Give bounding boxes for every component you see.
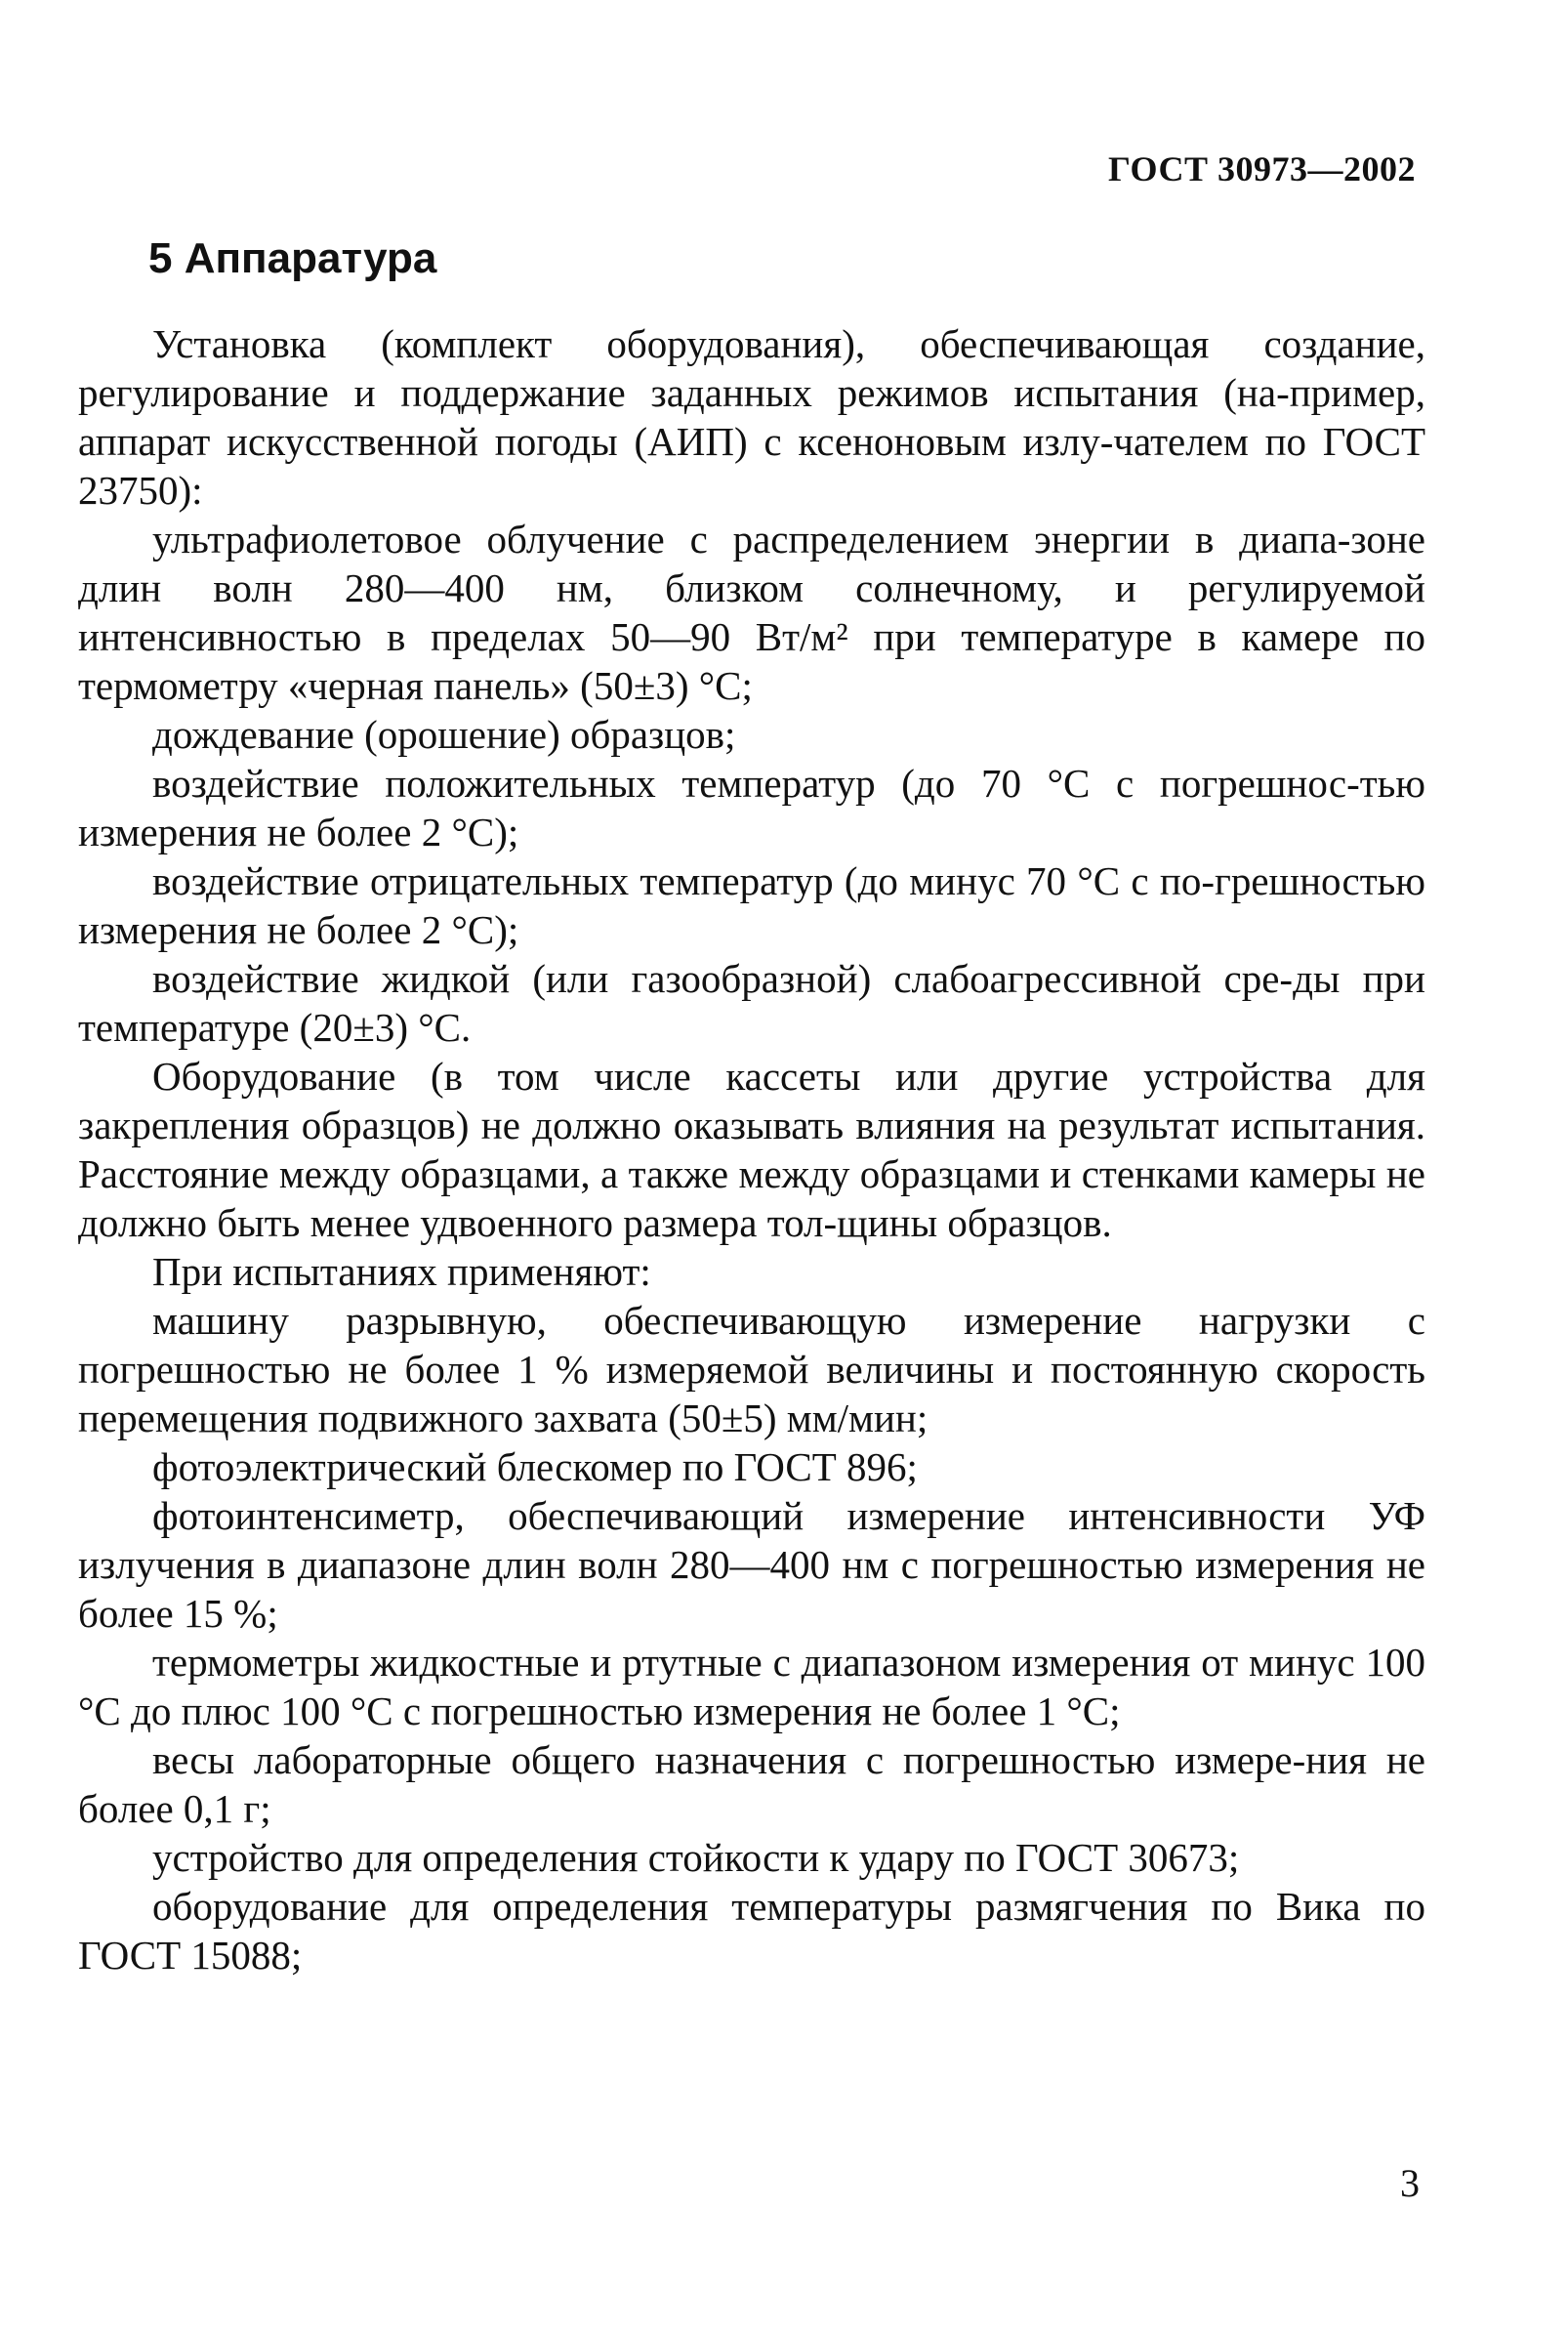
paragraph: машину разрывную, обеспечивающую измерение нагрузки с погрешностью не более 1 % измеряемой величины и постоянную скорость перемещения подвижного захвата (50±5) мм/мин; <box>78 1298 1425 1440</box>
paragraph: воздействие положительных температур (до 70 °С с погрешнос-тью измерения не более 2 °С); <box>78 761 1425 854</box>
paragraph: термометры жидкостные и ртутные с диапазоном измерения от минус 100 °С до плюс 100 °С с погрешностью измерения не более 1 °С; <box>78 1640 1425 1733</box>
section-heading: 5 Аппаратура <box>148 234 437 282</box>
paragraph: При испытаниях применяют: <box>152 1249 651 1294</box>
paragraph: воздействие жидкой (или газообразной) слабоагрессивной сре-ды при температуре (20±3) °С. <box>78 956 1425 1050</box>
section-body <box>78 319 1425 1979</box>
page-number: 3 <box>1400 2161 1420 2205</box>
paragraph: Оборудование (в том числе кассеты или другие устройства для закрепления образцов) не должно оказывать влияния на результат испытания. Расстояние между образцами, а также между образцами и стенками камеры не должно быть менее удвоенного размера тол-щины образцов. <box>78 1054 1425 1245</box>
paragraph: фотоэлектрический блескомер по ГОСТ 896; <box>152 1444 918 1489</box>
paragraph: фотоинтенсиметр, обеспечивающий измерение интенсивности УФ излучения в диапазоне длин волн 280—400 нм с погрешностью измерения не более 15 %; <box>78 1493 1425 1636</box>
document-code: ГОСТ 30973—2002 <box>1108 149 1416 188</box>
paragraph: воздействие отрицательных температур (до минус 70 °С с по-грешностью измерения не более 2 °С); <box>78 858 1425 952</box>
paragraph: дождевание (орошение) образцов; <box>152 712 736 757</box>
paragraph: весы лабораторные общего назначения с погрешностью измере-ния не более 0,1 г; <box>78 1737 1425 1831</box>
paragraph: ультрафиолетовое облучение с распределением энергии в диапа-зоне длин волн 280—400 нм, близком солнечному, и регулируемой интенсивностью в пределах 50—90 Вт/м² при температуре в камере по термометру «черная панель» (50±3) °С; <box>78 517 1425 708</box>
paragraph: оборудование для определения температуры размягчения по Вика по ГОСТ 15088; <box>78 1884 1425 1978</box>
paragraph: устройство для определения стойкости к удару по ГОСТ 30673; <box>152 1835 1240 1880</box>
paragraph: Установка (комплект оборудования), обеспечивающая создание, регулирование и поддержание заданных режимов испытания (на-пример, аппарат искусственной погоды (АИП) с ксеноновым излу-чателем по ГОСТ 23750): <box>78 321 1425 513</box>
